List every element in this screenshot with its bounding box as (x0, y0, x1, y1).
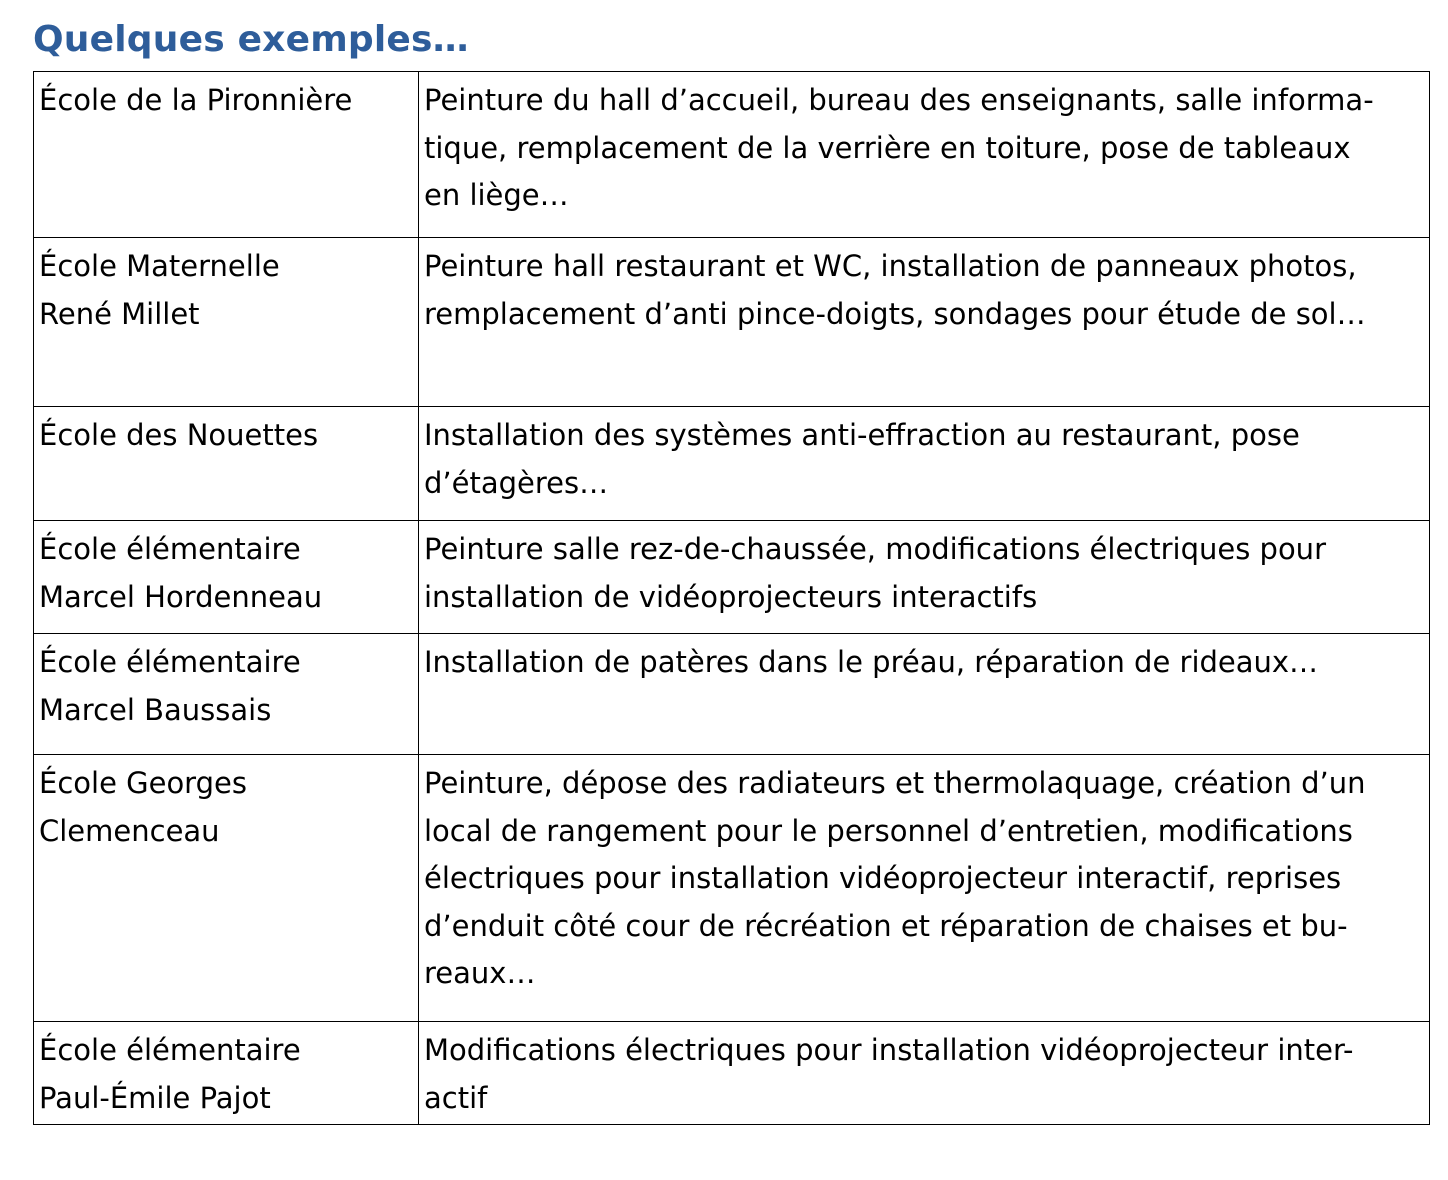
school-name-cell: École Georges Clemenceau (34, 755, 419, 1022)
school-name-cell: École élémentaire Paul-Émile Pajot (34, 1022, 419, 1125)
examples-table (33, 71, 1430, 1125)
school-name-cell: École élémentaire Marcel Baussais (34, 634, 419, 755)
table-row (34, 1022, 1430, 1125)
works-description-cell: Installation de patères dans le préau, réparation de rideaux… (419, 634, 1430, 755)
table-row (34, 238, 1430, 407)
works-description-cell: Installation des systèmes anti-effraction au restaurant, pose d’étagères… (419, 407, 1430, 521)
page-title: Quelques exemples… (33, 19, 469, 60)
school-name-cell: École de la Pironnière (34, 72, 419, 238)
table-row (34, 72, 1430, 238)
works-description-cell: Peinture hall restaurant et WC, installation de panneaux photos, remplacement d’anti pince-doigts, sondages pour étude de sol… (419, 238, 1430, 407)
table-row (34, 407, 1430, 521)
table-row (34, 755, 1430, 1022)
works-description-cell: Peinture, dépose des radiateurs et thermolaquage, création d’un local de rangement pour le personnel d’entretien, modifications électriques pour installation vidéoprojecteur interactif, reprises d’enduit côté cour de récréation et réparation de chaises et bu- reaux… (419, 755, 1430, 1022)
table-row (34, 634, 1430, 755)
school-name-cell: École Maternelle René Millet (34, 238, 419, 407)
works-description-cell: Peinture salle rez-de-chaussée, modifications électriques pour installation de vidéoprojecteurs interactifs (419, 521, 1430, 634)
school-name-cell: École des Nouettes (34, 407, 419, 521)
table-row (34, 521, 1430, 634)
school-name-cell: École élémentaire Marcel Hordenneau (34, 521, 419, 634)
works-description-cell: Peinture du hall d’accueil, bureau des enseignants, salle informa- tique, remplacement de la verrière en toiture, pose de tableaux en liège… (419, 72, 1430, 238)
works-description-cell: Modifications électriques pour installation vidéoprojecteur inter- actif (419, 1022, 1430, 1125)
